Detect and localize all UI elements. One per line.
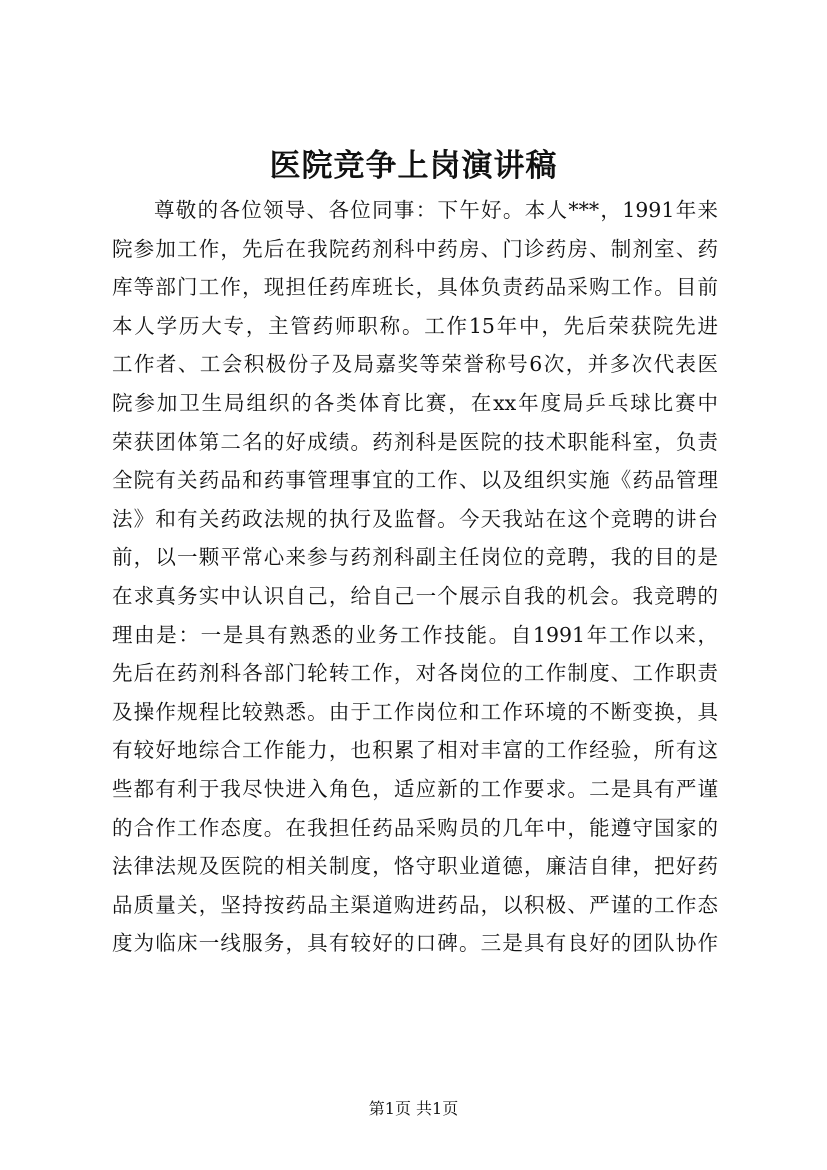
body-line: 库等部门工作，现担任药库班长，具体负责药品采购工作。目前 — [112, 275, 718, 300]
body-line: 尊敬的各位领导、各位同事：下午好。本人***，1991年来 — [154, 198, 718, 222]
body-line: 院参加工作，先后在我院药剂科中药房、门诊药房、制剂室、药 — [112, 236, 718, 261]
body-line: 度为临床一线服务，具有较好的口碑。三是具有良好的团队协作 — [112, 931, 718, 956]
document-body — [112, 191, 718, 963]
body-line: 全院有关药品和药事管理事宜的工作、以及组织实施《药品管理 — [112, 468, 718, 493]
body-line: 理由是：一是具有熟悉的业务工作技能。自1991年工作以来， — [112, 622, 718, 647]
page-footer: 第1页 共1页 — [368, 1099, 459, 1118]
document-title: 医院竞争上岗演讲稿 — [269, 148, 558, 184]
body-line: 法律法规及医院的相关制度，恪守职业道德，廉洁自律，把好药 — [112, 854, 718, 879]
body-line: 前，以一颗平常心来参与药剂科副主任岗位的竞聘，我的目的是 — [112, 545, 718, 570]
body-line: 荣获团体第二名的好成绩。药剂科是医院的技术职能科室，负责 — [112, 429, 718, 454]
body-line: 法》和有关药政法规的执行及监督。今天我站在这个竞聘的讲台 — [112, 506, 718, 531]
body-line: 有较好地综合工作能力，也积累了相对丰富的工作经验，所有这 — [112, 738, 718, 763]
body-line: 品质量关，坚持按药品主渠道购进药品，以积极、严谨的工作态 — [112, 892, 718, 917]
body-line: 先后在药剂科各部门轮转工作，对各岗位的工作制度、工作职责 — [112, 661, 718, 686]
body-line: 本人学历大专，主管药师职称。工作15年中，先后荣获院先进 — [112, 313, 718, 338]
body-line: 些都有利于我尽快进入角色，适应新的工作要求。二是具有严谨 — [112, 776, 718, 801]
body-line: 及操作规程比较熟悉。由于工作岗位和工作环境的不断变换，具 — [112, 699, 718, 724]
body-line: 院参加卫生局组织的各类体育比赛，在xx年度局乒乓球比赛中 — [112, 390, 718, 415]
body-line: 在求真务实中认识自己，给自己一个展示自我的机会。我竞聘的 — [112, 583, 718, 608]
body-line: 的合作工作态度。在我担任药品采购员的几年中，能遵守国家的 — [112, 815, 718, 840]
body-line: 工作者、工会积极份子及局嘉奖等荣誉称号6次，并多次代表医 — [112, 352, 718, 377]
